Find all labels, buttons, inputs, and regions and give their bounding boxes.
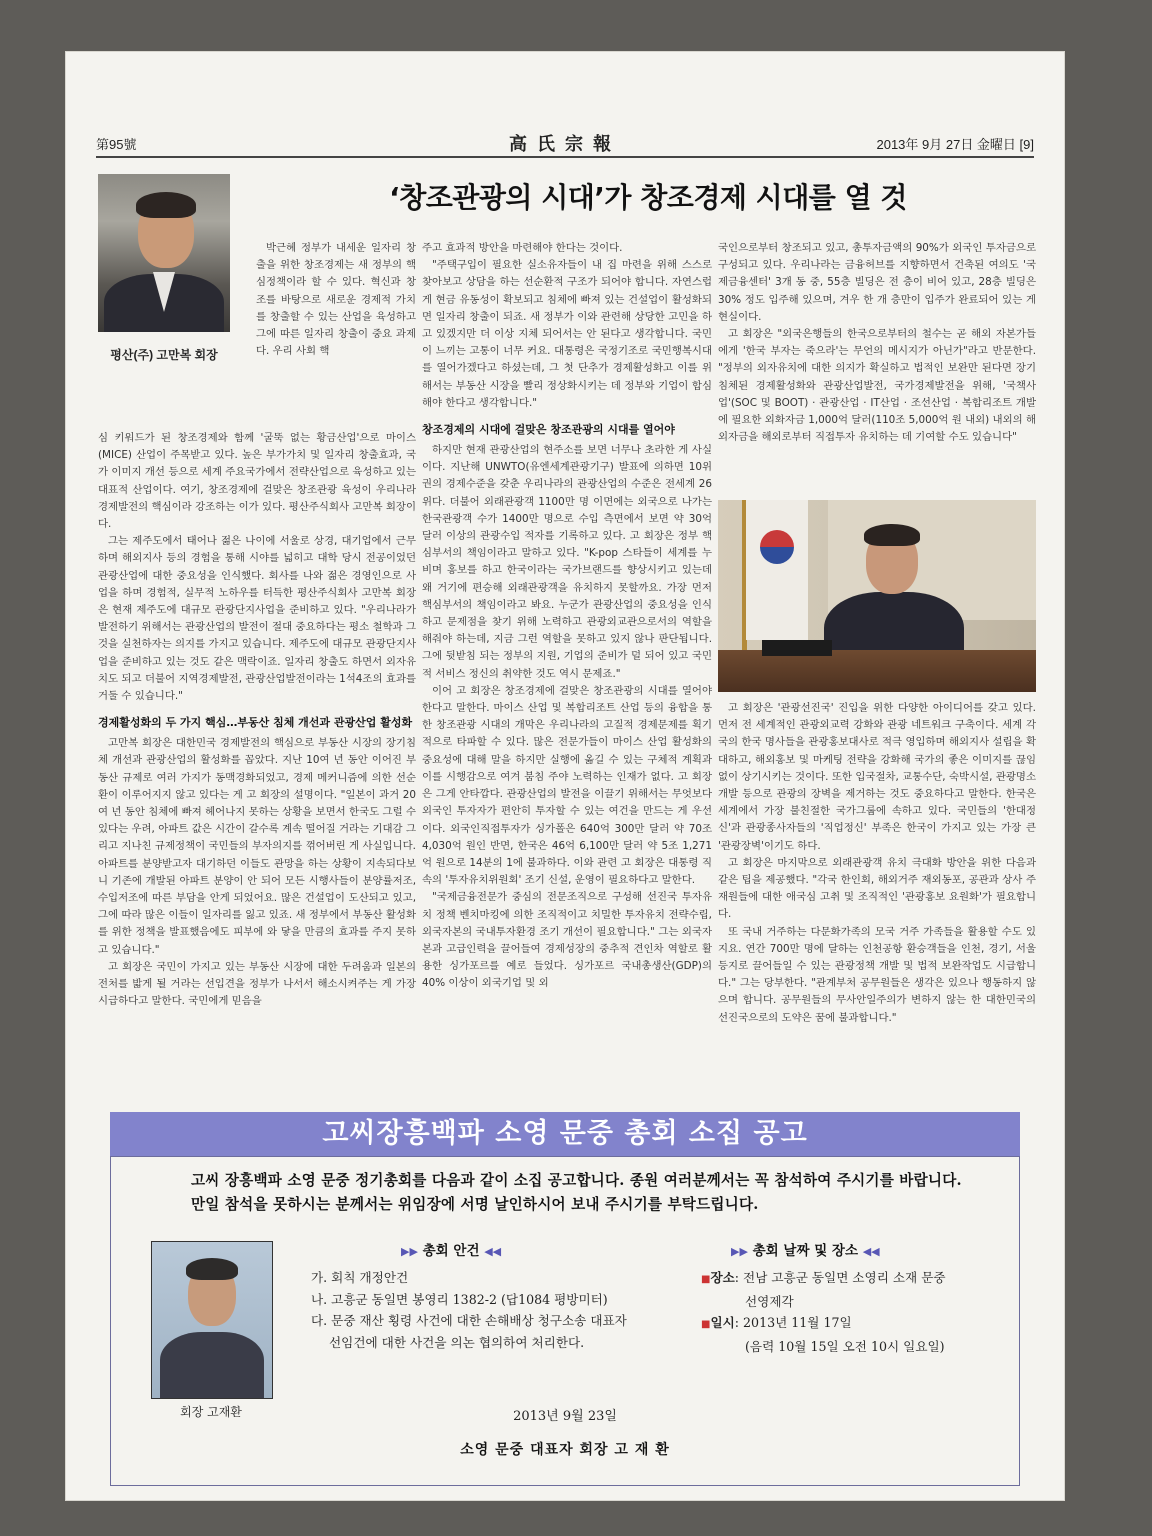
agenda-item: 다. 문중 재산 횡령 사건에 대한 손해배상 청구소송 대표자 xyxy=(311,1313,627,1329)
paragraph: 이어 고 회장은 창조경제에 걸맞은 창조관광의 시대를 열어야 한다고 말한다. 마이스 산업 및 복합리조트 산업 등의 융합을 통한 창조관광 시대의 개막은 우리나라의 고질적 경제문제를 획기적으로 타파할 수 있다. 많은 전문가들이 마이스 산업 활성화의 중요성에 대해 말을 하지만 실행에 옮길 수 있는 구체적 계획과 이를 시행감으로 여겨 붐침 주야 노력하는 인재가 없다. 고 회장은 그게 안타깝다. 관광산업의 발전을 이끌기 위해서는 무엇보다 외국인 투자자가 편안히 투자할 수 있는 여건을 만드는 게 우선이다. 외국인직접투자가 싱가폴은 640억 300만 달러 약 70조 4,030억 원인 반면, 한국은 46억 6,100만 달러 약 5조 1,271억 원으로 14분의 1에 불과하다. 이와 관련 고 회장은 대통령 직속의 '투자유치위원회' 조기 신설, 운영이 필요하다고 말한다. xyxy=(422,684,712,887)
agenda-item: 선임건에 대한 사건을 의논 협의하여 처리한다. xyxy=(329,1334,585,1350)
paragraph: 고 회장은 '관광선진국' 진입을 위한 다양한 아이디어를 갖고 있다. 먼저 전 세계적인 관광외교력 강화와 관광 네트워크 구축이다. 세계 각국의 한국 명사들을 관광홍보대사로 적극 영입하며 해외지사 설립을 확대하고, 해외홍보 및 마케팅 전략을 강화해 국가의 좋은 이미지를 끊임없이 상기시키는 것이다. 또한 입국절차, 교통수단, 숙박시설, 관광명소 개발 등으로 관광의 장벽을 제거하는 것도 중요하다고 말한다. 한국은 세계에서 가장 불친절한 국가그룹에 속하고 있다. 국민들의 '한대정신'과 관광종사자들의 '직업정신' 부족은 한국이 가지고 있는 가장 큰 '관광장벽'이기도 하다. xyxy=(718,702,1036,852)
notice-intro: 고씨 장흥백파 소영 문중 정기총회를 다음과 같이 소집 공고합니다. 종원 여러분께서는 꼭 참석하여 주시기를 바랍니다. 만일 참석을 못하시는 분께서는 위임장에 서명 날인하시어 보내 주시기를 부탁드립니다. xyxy=(191,1172,962,1213)
place-label: 장소 xyxy=(710,1270,735,1285)
agenda-list xyxy=(311,1267,691,1353)
agenda-heading: ▶▶ 총회 안건 ◀◀ xyxy=(401,1243,502,1259)
issued-date: 2013년 9월 23일 xyxy=(513,1409,617,1424)
issue-number: 第95號 xyxy=(96,137,137,152)
paragraph: 또 국내 거주하는 다문화가족의 모국 거주 가족들을 활용할 수도 있지요. 연간 700만 명에 달하는 인천공항 환승객들을 인천, 경기, 서울 등지로 끌어들일 수 있는 관광정책 개발 및 법적 보완작업도 시급합니다." 그는 당부한다. "관계부처 공무원들은 생각은 있으나 행동하지 않으며 합니다. 공무원들의 무사안일주의가 변하지 않는 한 대한민국의 선진국으로의 도약은 꿈에 불과합니다." xyxy=(718,925,1036,1024)
agenda-item: 나. 고흥군 동일면 봉영리 1382-2 (답1084 평방미터) xyxy=(311,1291,608,1307)
paragraph: 하지만 현재 관광산업의 현주소를 보면 너무나 초라한 게 사실이다. 지난해 UNWTO(유엔세계관광기구) 발표에 의하면 10위권의 경제수준을 갖춘 우리나라의 관광산업의 수준은 전세계 26위다. 더불어 외래관광객 1100만 명 이면에는 외국으로 나가는 한국관광객 수가 1400만 명으로 수입 측면에서 보면 약 30억 달러 이상의 관광수입 적자를 기록하고 있다. 고 회장은 정부 핵심부서의 책임이라고 말하고 있다. "K-pop 스타들이 세계를 누비며 홍보를 하고 한국이라는 국가브랜드를 향상시키고 있는데 왜 거기에 편승해 외래관광객을 유치하지 못할까요. 가장 먼저 핵심부서의 책임이라고 봐요. 누군가 관광산업의 중요성을 인식하고 문제점을 찾기 위해 노력하고 관광외교관으로서의 역할을 해줘야 하는데, 지금 그런 역할을 못하고 있지 않나 판단됩니다. 그에 뒷받침 되는 정부의 지원, 기업의 준비가 덜 되어 있고 국민적 서비스 정신의 취약한 것도 역시 문제죠." xyxy=(422,444,712,680)
paragraph: 주고 효과적 방안을 마련해야 한다는 것이다. xyxy=(422,242,623,254)
bullet-icon: ■ xyxy=(701,1319,711,1331)
bullet-icon: ■ xyxy=(701,1274,711,1285)
place-value: : 전남 고흥군 동일면 소영리 소재 문중 xyxy=(734,1270,946,1285)
article-column-2 xyxy=(422,240,712,1106)
arrow-right-icon: ▶▶ xyxy=(731,1245,748,1258)
notice-chairman-photo xyxy=(151,1241,273,1399)
paragraph: 고만복 회장은 대한민국 경제발전의 핵심으로 부동산 시장의 장기침체 개선과 관광산업의 활성화를 꼽았다. 지난 10여 년 동안 이어진 부동산 규제로 여러 가지가 동맥경화되었고, 경제 메커니즘에 의한 선순환이 이루어지지 않고 있다는 게 고 회장의 설명이다. "일본이 과거 20여 년 동안 침체에 빠져 헤어나지 못하는 상황을 보면서 한국도 그럴 수 있다는 우려, 아파트 값은 시간이 갈수록 계속 떨어질 거라는 기대감 그리고 지나친 규제정책이 국민들의 부자의지를 꺾어버린 게 사실입니다. 아파트를 분양받고자 대기하던 이들도 관망을 하는 상황이 지속되다보니 기존에 개발된 아파트 분양이 안 되어 모든 시행사들이 분양률저조, 수입저조에 따른 부담을 안게 되었어요. 많은 건설업이 도산되고 있고, 그에 따라 많은 이들이 일자리를 잃고 있죠. 새 정부에서 부동산 활성화를 위한 정책을 발표했음에도 피부에 와 닿을 만큼의 효과를 주지 못하고 있습니다." xyxy=(98,737,416,956)
subheading: 창조경제의 시대에 걸맞은 창조관광의 시대를 열어야 xyxy=(422,423,675,437)
date-value-2: (음력 10월 15일 오전 10시 일요일) xyxy=(745,1338,945,1354)
paragraph: 심 키워드가 된 창조경제와 함께 '굴뚝 없는 황금산업'으로 마이스(MICE) 산업이 주목받고 있다. 높은 부가가치 및 일자리 창출효과, 국가 이미지 개선 등으로 세계 주요국가에서 전략산업으로 육성하고 있는 대표적 산업이다. 여기, 창조경제에 걸맞은 창조관광 육성이 우리나라 경제발전의 핵심이라 강조하는 이가 있다. 평산주식회사 고만복 회장이다. xyxy=(98,432,416,531)
issue-date: 2013年 9月 27日 金曜日 [9] xyxy=(876,137,1034,152)
photo-caption: 평산(주) 고만복 회장 xyxy=(110,348,218,362)
article-headline: ‘창조관광의 시대’가 창조경제 시대를 열 것 xyxy=(389,181,907,214)
article-column-1 xyxy=(98,430,416,1102)
masthead xyxy=(96,132,1034,158)
paragraph: "국제금융전문가 중심의 전문조직으로 구성해 선진국 투자유치 정책 벤치마킹에 의한 조직적이고 치밀한 투자유치 전략수립, 외국자본의 국내투자환경 조기 개선이 필요합니다." 그는 외국자본과 고급인력을 끌어들여 경제성장의 중추적 견인차 역할로 활용한 싱가포르를 예로 들었다. 싱가포르 국내총생산(GDP)의 40% 이상이 외국기업 및 외 xyxy=(422,891,712,990)
meeting-details xyxy=(701,1267,1001,1357)
paper-name: 高氏宗報 xyxy=(509,134,621,155)
agenda-item: 가. 회칙 개정안건 xyxy=(311,1270,409,1285)
arrow-left-icon: ◀◀ xyxy=(862,1245,880,1258)
arrow-right-icon: ▶▶ xyxy=(401,1245,418,1258)
paragraph: "주택구입이 필요한 실소유자들이 내 집 마련을 위해 스스로 찾아보고 상담을 하는 선순환적 구조가 되어야 합니다. 자연스럽게 현금 유동성이 확보되고 침체에 빠져 있는 건설업이 활성화되면 일자리 창출이 되죠. 새 정부가 이와 관련해 상당한 고민을 하고 있겠지만 더 이상 지체 되어서는 안 된다고 생각합니다. 국민이 느끼는 고통이 너무 커요. 대통령은 국정기조로 국민행복시대를 열어가겠다고 하셨는데, 그 첫 단추가 경제활성화고 이를 위해서는 부동산 시장을 빨리 정상화시키는 데 정부와 기업이 합심해야 한다고 생각합니다." xyxy=(422,259,712,409)
signature: 소영 문중 대표자 회장 고 재 환 xyxy=(460,1442,670,1458)
notice-photo-caption: 회장 고재환 xyxy=(180,1405,242,1419)
place-value-2: 선영제각 xyxy=(745,1293,794,1309)
chairman-portrait-photo xyxy=(98,174,230,332)
arrow-left-icon: ◀◀ xyxy=(484,1245,502,1258)
article-column-3 xyxy=(718,700,1036,1104)
chairman-office-photo xyxy=(718,500,1036,692)
date-label: 일시 xyxy=(710,1315,735,1331)
paragraph: 고 회장은 마지막으로 외래관광객 유치 극대화 방안을 위한 다음과 같은 팁을 제공했다. "각국 한인회, 해외거주 재외동포, 공관과 상사 주재원들에 대한 애국심 고취 및 조직적인 '관광홍보 요원화'가 필요합니다. xyxy=(718,856,1036,921)
paragraph: 박근혜 정부가 내세운 일자리 창출을 위한 창조경제는 새 정부의 핵심정책이라 할 수 있다. 혁신과 창조를 바탕으로 새로운 경제적 가치를 창출할 수 있는 산업을 육성하고 그에 따른 일자리 창출이 중요 과제다. 우리 사회 핵 xyxy=(256,242,416,358)
date-value: : 2013년 11월 17일 xyxy=(734,1315,852,1331)
paragraph: 고 회장은 "외국은행들의 한국으로부터의 철수는 곧 해외 자본가들에게 '한국 부자는 죽으라'는 무언의 메시지가 아닌가"라고 반문한다. "정부의 외자유치에 대한 의지가 확실하고 법적인 보완만 된다면 장기 침체된 경제활성화와 관광산업발전, 국가경제발전을 위해, '국책사업'(SOC 및 BOOT) · 관광산업 · IT산업 · 조선산업 · 복합리조트 개발에 필요한 외화자금 1,000억 달러(110조 5,000억 원 내외) 내외의 해외자금을 해외로부터 직접투자 유치하는 데 기여할 수도 있습니다" xyxy=(718,328,1036,444)
subheading: 경제활성화의 두 가지 핵심…부동산 침체 개선과 관광산업 활성화 xyxy=(98,716,413,730)
article-column-1-top xyxy=(256,240,416,360)
article-column-3-top xyxy=(718,240,1036,498)
notice-title-banner: 고씨장흥백파 소영 문중 총회 소집 공고 xyxy=(110,1112,1020,1156)
paragraph: 그는 제주도에서 태어나 젊은 나이에 서울로 상경, 대기업에서 근무하며 해외지사 등의 경험을 통해 시야를 넓히고 대학 당시 전공이었던 관광산업에 대한 중요성을 인식했다. 회사를 나와 젊은 경영인으로 사업을 하며 경험적, 실무적 노하우를 터득한 평산주식회사 고만복 회장은 현재 제주도에 대규모 관광단지사업을 준비하고 있다. "우리나라가 발전하기 위해서는 관광산업의 발전이 절대 중요하다는 평소 철학과 그것을 실천하자는 의지를 가지고 있습니다. 제주도에 대규모 관광단지사업을 준비하고 있는 것도 같은 맥락이죠. 일자리 창출도 하면서 외자유치도 되고 더불어 지역경제발전, 관광산업발전이라는 1석4조의 효과를 거둘 수 있습니다." xyxy=(98,535,416,703)
newspaper-page xyxy=(66,52,1064,1500)
paragraph: 고 회장은 국민이 가지고 있는 부동산 시장에 대한 두려움과 일본의 전처를 밟게 될 거라는 선입견을 정부가 나서서 해소시켜주는 게 가장 시급하다고 말한다. 국민에게 믿음을 xyxy=(98,960,416,1008)
notice-box xyxy=(110,1156,1020,1486)
details-heading: ▶▶ 총회 날짜 및 장소 ◀◀ xyxy=(731,1243,880,1259)
paragraph: 국인으로부터 창조되고 있고, 총투자금액의 90%가 외국인 투자금으로 구성되고 있다. 우리나라는 금융허브를 지향하면서 건축된 여의도 '국제금융센터' 3개 동 중, 55층 빌딩은 전 층이 비어 있고, 28층 빌딩은 30% 정도 입주해 있으며, 겨우 한 개 층만이 입주가 완료되어 있는 게 현실이다. xyxy=(718,242,1036,323)
